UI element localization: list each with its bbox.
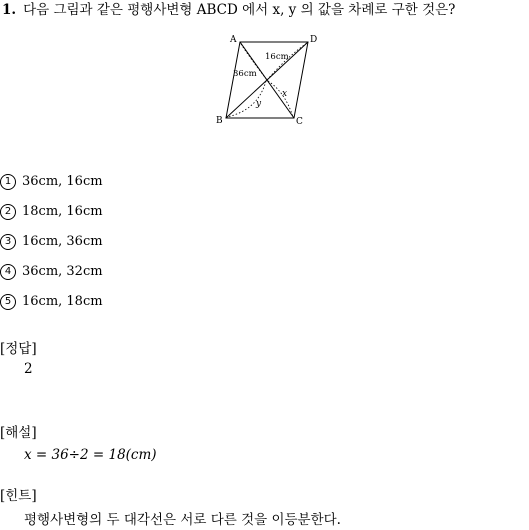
choice-2[interactable] (0, 203, 103, 221)
label-16cm: 16cm (265, 52, 289, 62)
parallelogram-diagram (212, 30, 328, 130)
choice-4[interactable] (0, 263, 103, 281)
choice-4-mark: 4 (0, 264, 16, 280)
choice-3-text: 16cm, 36cm (22, 234, 103, 249)
choice-5[interactable] (0, 293, 103, 311)
question-header (2, 0, 455, 20)
choice-3[interactable] (0, 233, 103, 251)
label-y: y (256, 99, 262, 109)
choice-4-text: 36cm, 32cm (22, 264, 103, 279)
choice-5-text: 16cm, 18cm (22, 294, 103, 309)
parallelogram-figure (212, 30, 328, 130)
choice-1-text: 36cm, 16cm (22, 174, 103, 189)
label-x: x (282, 89, 288, 99)
label-36cm: 36cm (233, 69, 257, 79)
question-text: 다음 그림과 같은 평행사변형 ABCD 에서 x, y 의 값을 차례로 구한 것은? (23, 2, 456, 18)
vertex-c: C (296, 117, 303, 127)
vertex-b: B (216, 116, 223, 126)
choice-1[interactable] (0, 173, 103, 191)
answer-title: [정답] (0, 341, 37, 357)
question-number: 1. (2, 2, 17, 18)
hint-text: 평행사변형의 두 대각선은 서로 다른 것을 이등분한다. (24, 512, 341, 528)
choice-1-mark: 1 (0, 174, 16, 190)
explanation-title: [해설] (0, 425, 37, 441)
choice-5-mark: 5 (0, 294, 16, 310)
choice-3-mark: 3 (0, 234, 16, 250)
choice-2-mark: 2 (0, 204, 16, 220)
choice-2-text: 18cm, 16cm (22, 204, 103, 219)
answer-value: 2 (24, 361, 33, 377)
hint-title: [힌트] (0, 488, 37, 504)
vertex-a: A (230, 35, 237, 45)
explanation-formula: x = 36÷2 = 18(cm) (24, 447, 157, 463)
vertex-d: D (310, 35, 318, 45)
